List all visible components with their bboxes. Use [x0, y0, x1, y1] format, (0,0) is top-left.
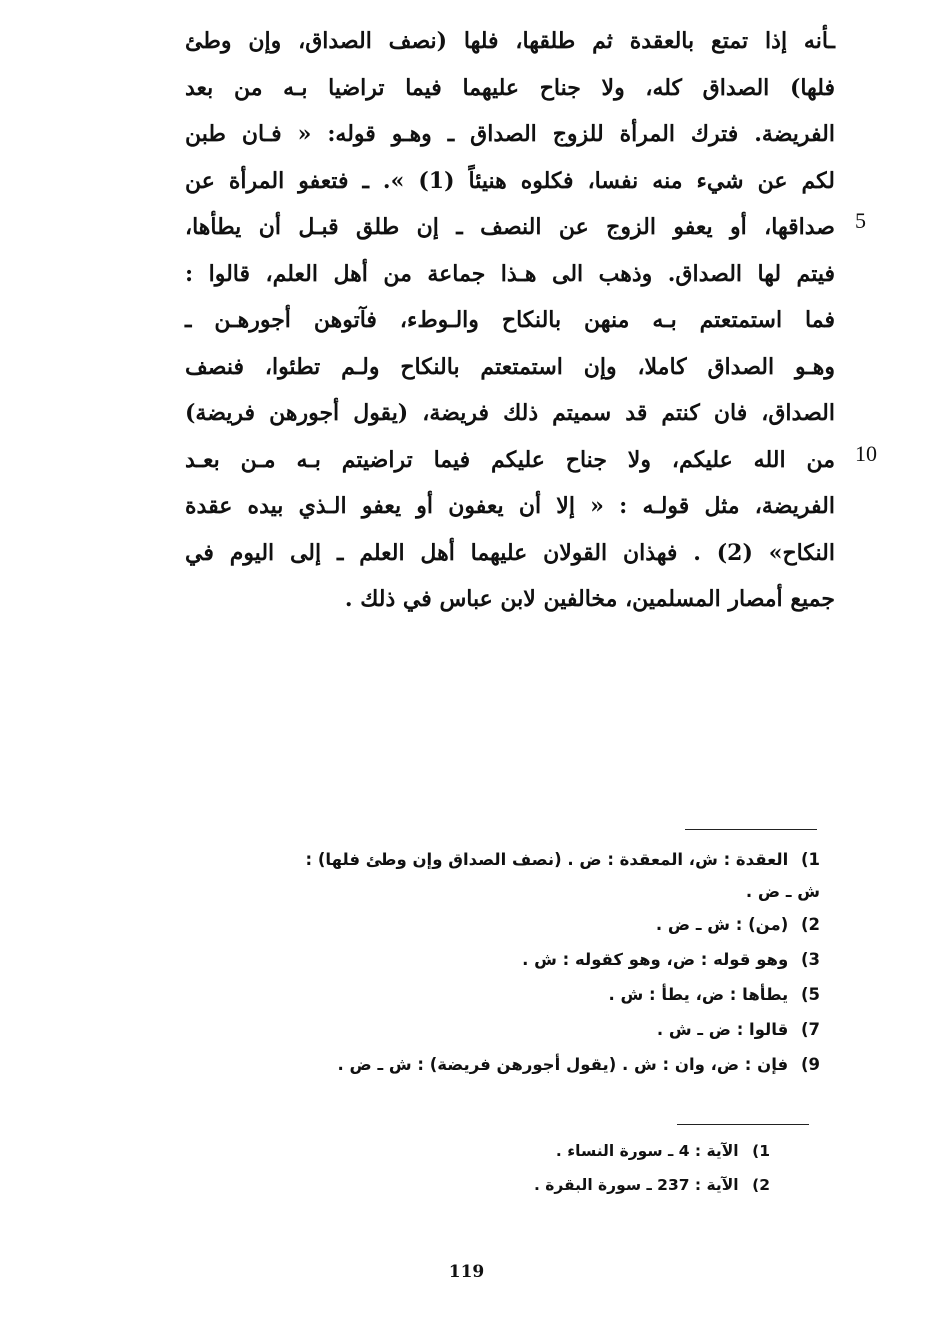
text-line: الفريضة. فترك المرأة للزوج الصداق ـ وهـو قوله: « فـان طبن — [185, 121, 835, 147]
note-text: فإن : ض، وان : ش . (يقول أجورهن فريضة) : ش ـ ض . — [337, 1055, 789, 1074]
text-line: فيتم لها الصداق. وذهب الى هـذا جماعة من أهل العلم، قالوا : — [185, 260, 835, 287]
text-line: ـأنه إذا تمتع بالعقدة ثم طلقها، فلها (نصف الصداق، وإن وطئ — [185, 28, 835, 54]
text-line: الفريضة، مثل قولـه : « إلا أن يعفون أو يعفو الـذي بيده عقدة — [185, 493, 835, 519]
note-text: وهو قوله : ض، وهو كقوله : ش . — [522, 950, 789, 969]
variant-note — [170, 1047, 820, 1082]
source-note — [400, 1168, 770, 1202]
variant-note — [170, 977, 820, 1012]
footnote-divider — [685, 829, 817, 830]
note-text: يطأها : ض، يطأ : ش . — [608, 985, 789, 1004]
text-line: من الله عليكم، ولا جناح عليكم فيما تراضيتم بـه مـن بعـد — [185, 446, 835, 473]
line-number: 10 — [855, 441, 877, 466]
text-line: جميع أمصار المسلمين، مخالفين لابن عباس في ذلك . — [344, 586, 835, 612]
note-number: 3) — [800, 950, 820, 969]
note-number: 2) — [752, 1176, 770, 1194]
variant-note — [170, 942, 820, 977]
note-text: الآية : 237 ـ سورة البقرة . — [533, 1176, 739, 1194]
note-number: 1) — [800, 850, 820, 869]
line-number: 5 — [855, 208, 866, 233]
note-text-continuation: ش ـ ض . — [745, 882, 820, 901]
source-notes — [400, 1134, 770, 1202]
note-number: 9) — [800, 1055, 820, 1074]
note-number: 7) — [800, 1020, 820, 1039]
text-line: صداقها، أو يعفو الزوج عن النصف ـ إن طلق قبـل أن يطأها، — [185, 214, 835, 240]
source-note — [400, 1134, 770, 1168]
text-line: الصداق، فان كنتم قد سميتم ذلك فريضة، (يقول أجورهن فريضة) — [185, 400, 835, 426]
note-text: العقدة : ش، المعقدة : ض . (نصف الصداق وإن وطئ فلها) : — [305, 850, 789, 869]
note-text: (من) : ش ـ ض . — [655, 915, 789, 934]
variant-note — [170, 907, 820, 942]
text-line: فما استمتعتم بـه منهن بالنكاح والـوطء، فآتوهن أجورهـن ـ — [185, 307, 835, 333]
note-text: قالوا : ض ـ ش . — [656, 1020, 789, 1039]
variant-note — [170, 842, 820, 907]
text-line: فلها) الصداق كله، ولا جناح عليهما فيما تراضيا بـه من بعد — [185, 74, 835, 101]
text-line: النكاح» (2) . فهذان القولان عليهما أهل العلم ـ إلى اليوم في — [185, 539, 835, 566]
main-text — [185, 18, 835, 623]
footnote-divider — [677, 1124, 809, 1125]
note-number: 2) — [800, 915, 820, 934]
note-number: 5) — [800, 985, 820, 1004]
variant-notes — [170, 842, 820, 1082]
note-text: الآية : 4 ـ سورة النساء . — [555, 1142, 739, 1160]
text-line: لكم عن شيء منه نفسا، فكلوه هنيئاً (1) ». ـ فتعفو المرأة عن — [185, 167, 835, 194]
page-number: 119 — [448, 1262, 485, 1282]
text-line: وهـو الصداق كاملا، وإن استمتعتم بالنكاح ولـم تطئوا، فنصف — [185, 353, 835, 380]
variant-note — [170, 1012, 820, 1047]
note-number: 1) — [752, 1142, 770, 1160]
